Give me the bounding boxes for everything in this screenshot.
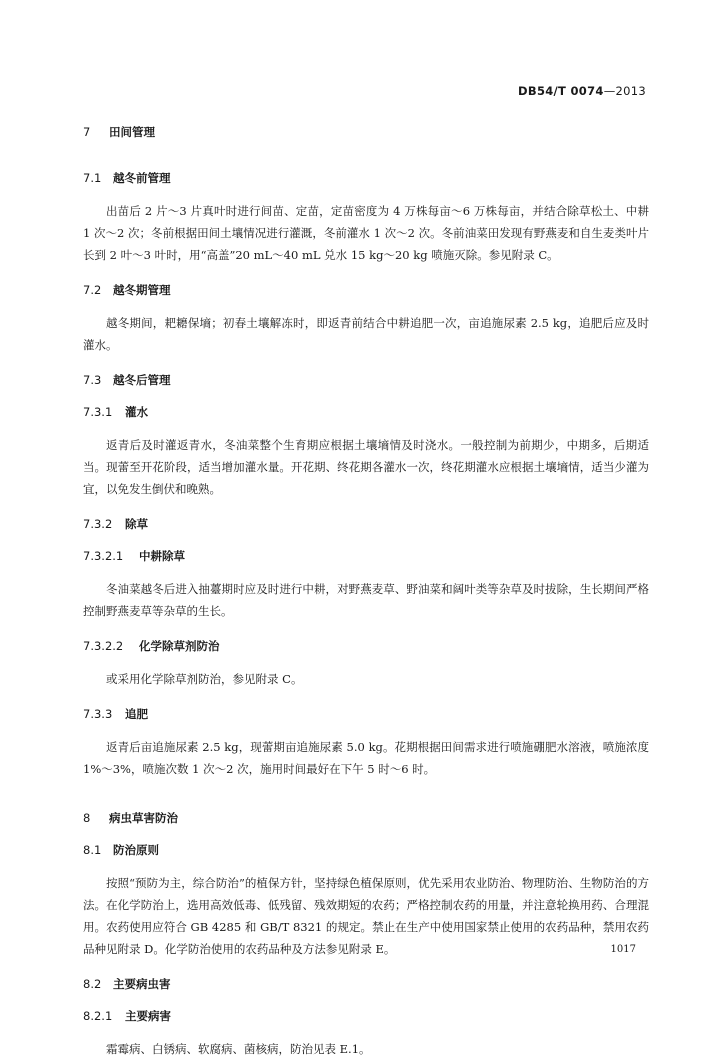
section-7-3-2-2-paragraph: 或采用化学除草剂防治，参见附录 C。 xyxy=(106,672,303,686)
section-8-1-paragraph: 按照“预防为主，综合防治”的植保方针，坚持绿色植保原则，优先采用农业防治、物理防治、生物防治的方法。在化学防治上，选用高效低毒、低残留、残效期短的农药；严格控制农药的用量，并注意轮换用药、合理混用。农药使用应符合 GB 4285 和 GB/T 8321 的规定。禁止在生产中使用国家禁止使用的农药品种，禁用农药品种见附录 D。化学防治使用的农药品种及方法参见附录 E。 xyxy=(83,876,649,956)
standard-code-separator: — xyxy=(603,84,616,98)
section-title: 越冬前管理 xyxy=(113,171,171,185)
section-number: 8 xyxy=(83,811,91,825)
section-8-2-heading xyxy=(83,976,649,992)
section-number: 8.2 xyxy=(83,977,102,991)
section-number: 7.3.2 xyxy=(83,517,113,531)
standard-code-year: 2013 xyxy=(615,84,646,98)
section-7-3-heading xyxy=(83,372,649,388)
section-7-3-1-heading xyxy=(83,404,649,420)
section-number: 8.1 xyxy=(83,843,102,857)
section-title: 主要病虫害 xyxy=(113,977,171,991)
section-title: 化学除草剂防治 xyxy=(139,639,220,653)
section-7-1-paragraph: 出苗后 2 片～3 片真叶时进行间苗、定苗，定苗密度为 4 万株每亩～6 万株每亩，并结合除草松土、中耕 1 次～2 次；冬前根据田间土壤情况进行灌溉，冬前灌水 1 次～2 次。冬前油菜田发现有野燕麦和自生麦类叶片长到 2 叶～3 叶时，用“高盖”20 mL～40 mL 兑水 15 kg～20 kg 喷施灭除。参见附录 C。 xyxy=(83,204,649,262)
section-title: 除草 xyxy=(125,517,148,531)
section-7-1-heading xyxy=(83,170,649,186)
section-8-heading xyxy=(83,810,649,826)
section-number: 7.3.2.1 xyxy=(83,549,124,563)
section-title: 主要病害 xyxy=(125,1009,171,1023)
section-title: 防治原则 xyxy=(113,843,159,857)
section-title: 越冬期管理 xyxy=(113,283,171,297)
section-7-heading xyxy=(83,124,649,140)
section-7-3-1-paragraph: 返青后及时灌返青水，冬油菜整个生育期应根据土壤墒情及时浇水。一般控制为前期少，中期多，后期适当。现蕾至开花阶段，适当增加灌水量。开花期、终花期各灌水一次，终花期灌水应根据土壤墒情，适当少灌为宜，以免发生倒伏和晚熟。 xyxy=(83,438,649,496)
section-8-2-1-paragraph: 霜霉病、白锈病、软腐病、菌核病，防治见表 E.1。 xyxy=(106,1042,371,1056)
section-number: 7.3 xyxy=(83,373,102,387)
page-number: 1017 xyxy=(610,944,636,955)
section-title: 田间管理 xyxy=(109,125,155,139)
document-body xyxy=(83,124,649,1060)
section-7-3-3-heading xyxy=(83,706,649,722)
section-8-2-1-heading xyxy=(83,1008,649,1024)
section-8-1-heading xyxy=(83,842,649,858)
section-7-2-paragraph: 越冬期间，耙耱保墒；初春土壤解冻时，即返青前结合中耕追肥一次，亩追施尿素 2.5 kg，追肥后应及时灌水。 xyxy=(83,316,649,352)
section-number: 8.2.1 xyxy=(83,1009,113,1023)
standard-code-number: DB54/T 0074 xyxy=(518,84,604,98)
section-7-2-heading xyxy=(83,282,649,298)
section-7-3-2-2-heading xyxy=(83,638,649,654)
section-title: 中耕除草 xyxy=(139,549,185,563)
standard-code xyxy=(518,84,646,98)
section-7-3-3-paragraph: 返青后亩追施尿素 2.5 kg，现蕾期亩追施尿素 5.0 kg。花期根据田间需求进行喷施硼肥水溶液，喷施浓度 1%～3%，喷施次数 1 次～2 次，施用时间最好在下午 5 时～6 时。 xyxy=(83,740,649,776)
section-title: 越冬后管理 xyxy=(113,373,171,387)
section-title: 病虫草害防治 xyxy=(109,811,178,825)
section-7-3-2-1-heading xyxy=(83,548,649,564)
section-7-3-2-heading xyxy=(83,516,649,532)
section-title: 追肥 xyxy=(125,707,148,721)
section-number: 7.2 xyxy=(83,283,102,297)
section-title: 灌水 xyxy=(125,405,148,419)
section-number: 7.3.1 xyxy=(83,405,113,419)
section-number: 7.3.3 xyxy=(83,707,113,721)
section-number: 7.3.2.2 xyxy=(83,639,124,653)
section-7-3-2-1-paragraph: 冬油菜越冬后进入抽薹期时应及时进行中耕，对野燕麦草、野油菜和阔叶类等杂草及时拔除，生长期间严格控制野燕麦草等杂草的生长。 xyxy=(83,582,649,618)
section-number: 7 xyxy=(83,125,91,139)
section-number: 7.1 xyxy=(83,171,102,185)
